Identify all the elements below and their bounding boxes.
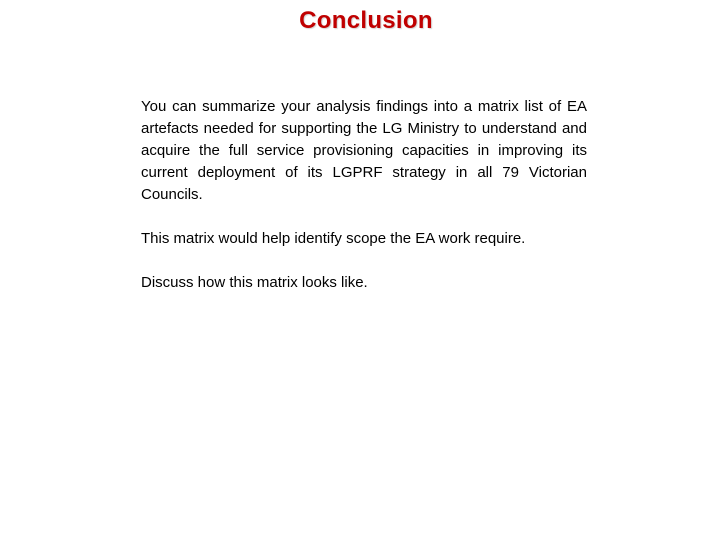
paragraph-discussion-prompt: Discuss how this matrix looks like. (141, 274, 368, 291)
paragraph-matrix-purpose: This matrix would help identify scope the EA work require. (141, 230, 526, 247)
slide-body (141, 96, 587, 294)
paragraph-summary: You can summarize your analysis findings into a matrix list of EA artefacts needed for supporting the LG Ministry to understand and acquire the full service provisioning capacities in improving its current deployment of its LGPRF strategy in all 79 Victorian Councils. (141, 98, 587, 203)
slide-title: Conclusion (299, 7, 433, 34)
